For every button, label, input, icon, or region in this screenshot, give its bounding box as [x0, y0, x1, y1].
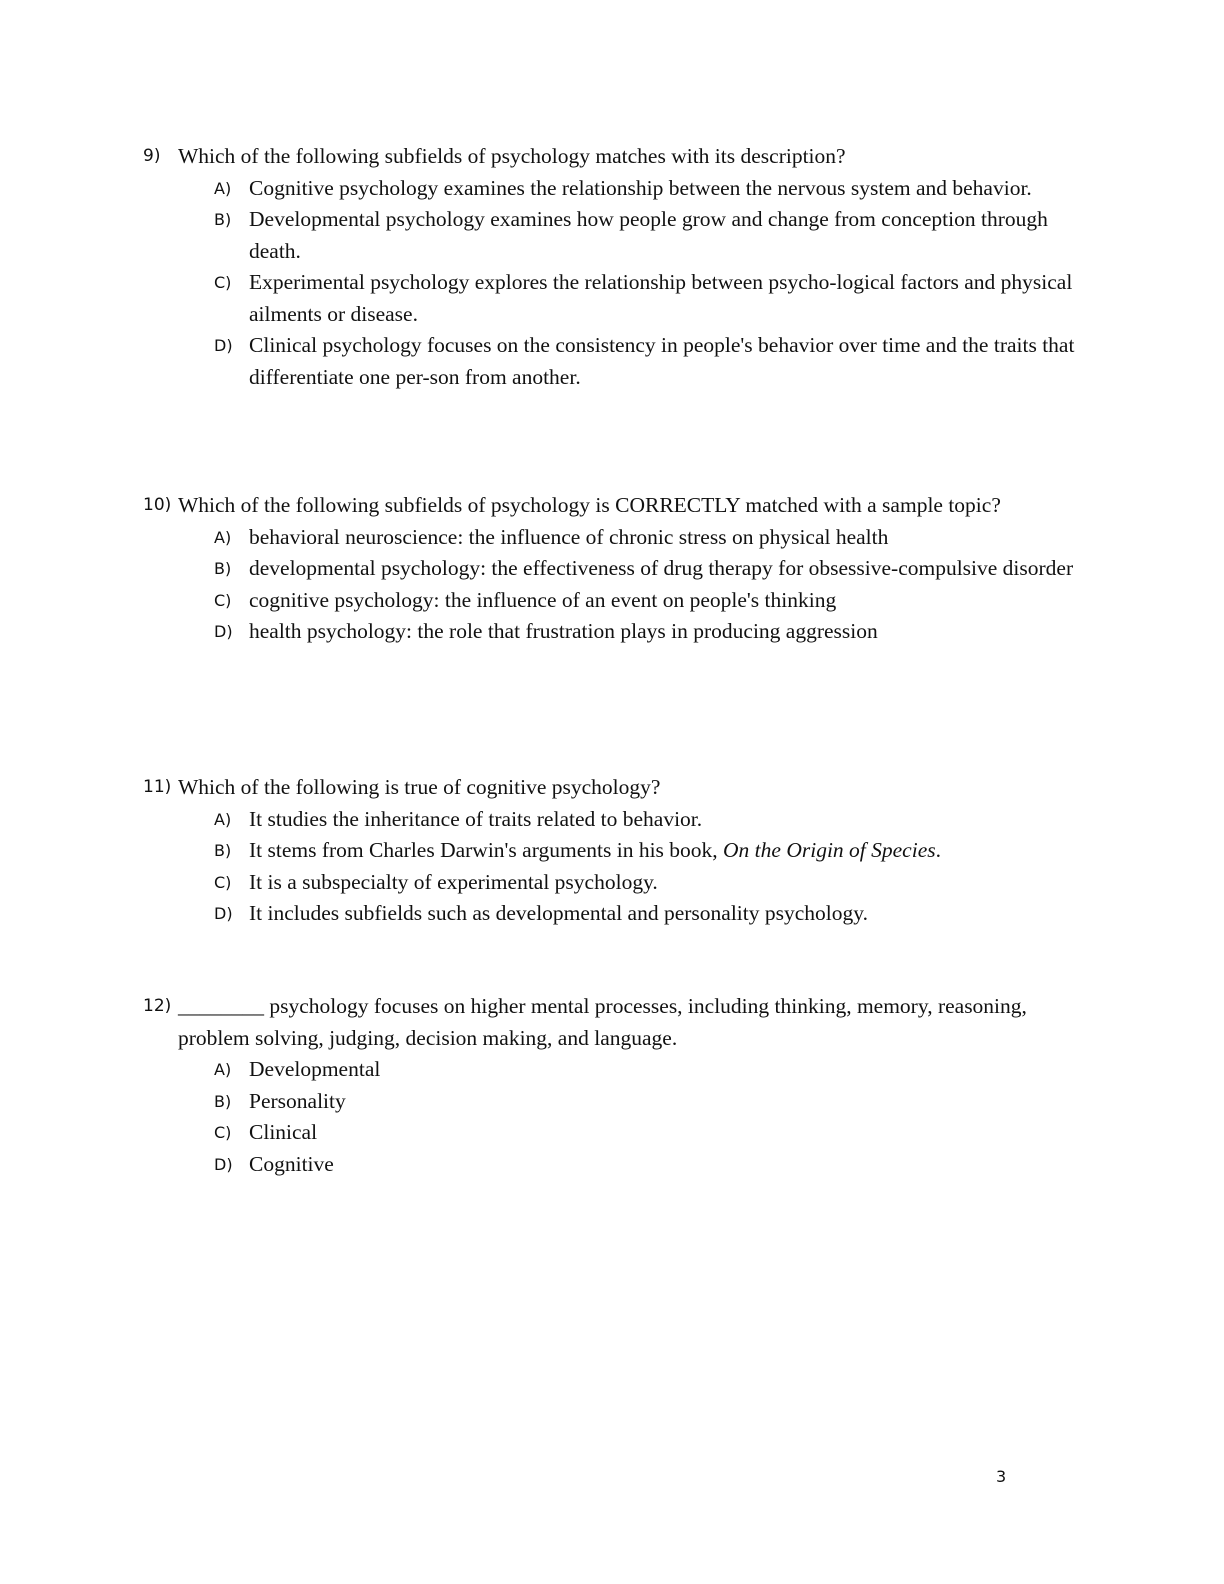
- question-stem: [143, 490, 1083, 522]
- option-text-suffix: .: [935, 838, 941, 862]
- question-12: [143, 991, 1083, 1180]
- option-text: It includes subfields such as developmental and personality psychology.: [249, 901, 868, 925]
- option-text: behavioral neuroscience: the influence of chronic stress on physical health: [249, 524, 889, 549]
- book-title: On the Origin of Species: [723, 838, 936, 862]
- question-stem: [143, 141, 1083, 173]
- option-text: [249, 835, 1083, 867]
- option-text: Cognitive psychology examines the relationship between the nervous system and behavior.: [249, 175, 1032, 200]
- option-text: health psychology: the role that frustration plays in producing aggression: [249, 619, 878, 643]
- question-number: 10): [143, 495, 172, 515]
- option-letter: B): [214, 210, 232, 229]
- option-letter: B): [214, 559, 232, 578]
- option-list: [143, 173, 1083, 394]
- option-letter: B): [214, 1091, 232, 1111]
- option-text: Developmental: [249, 1057, 381, 1081]
- question-9: [143, 141, 1083, 393]
- option-letter: C): [214, 872, 232, 892]
- option-letter: A): [214, 1060, 232, 1079]
- option-c: [143, 1117, 1083, 1149]
- option-text: Clinical psychology focuses on the consistency in people's behavior over time and the traits that differentiate one per-son from another.: [249, 333, 1075, 389]
- option-letter: C): [214, 590, 232, 610]
- option-letter: C): [214, 273, 232, 292]
- option-letter: A): [214, 178, 232, 198]
- question-text: Which of the following subfields of psychology matches with its description?: [178, 144, 846, 168]
- option-d: [143, 898, 1083, 930]
- option-text: Clinical: [249, 1120, 318, 1144]
- option-b: [143, 1086, 1083, 1118]
- option-text: Developmental psychology examines how people grow and change from conception through death.: [249, 207, 1048, 263]
- option-letter: C): [214, 1123, 232, 1142]
- question-number: 12): [143, 996, 172, 1016]
- option-letter: D): [214, 904, 233, 923]
- option-d: [143, 616, 1083, 648]
- option-b: [143, 553, 1083, 585]
- question-text: ________ psychology focuses on higher mental processes, including thinking, memory, reasoning, problem solving, judging, decision making, and language.: [178, 994, 1027, 1050]
- option-text: Cognitive: [249, 1151, 334, 1176]
- option-c: [143, 867, 1083, 899]
- option-b: [143, 835, 1083, 867]
- option-a: [143, 1054, 1083, 1086]
- question-11: [143, 772, 1083, 930]
- option-text: It studies the inheritance of traits related to behavior.: [249, 806, 703, 831]
- option-text: Personality: [249, 1088, 346, 1113]
- question-10: [143, 490, 1083, 648]
- option-letter: D): [214, 336, 233, 355]
- option-c: [143, 585, 1083, 617]
- option-text: developmental psychology: the effectiveness of drug therapy for obsessive-compulsive disorder: [249, 556, 1074, 580]
- option-c: [143, 267, 1083, 330]
- option-b: [143, 204, 1083, 267]
- option-text: cognitive psychology: the influence of an event on people's thinking: [249, 587, 837, 612]
- option-text: Experimental psychology explores the relationship between psycho-logical factors and physical ailments or disease.: [249, 270, 1073, 326]
- question-number: 9): [143, 146, 161, 166]
- question-text: Which of the following is true of cognitive psychology?: [178, 775, 661, 799]
- question-text: Which of the following subfields of psychology is CORRECTLY matched with a sample topic?: [178, 493, 1001, 517]
- option-letter: B): [214, 841, 232, 860]
- question-number: 11): [143, 777, 172, 797]
- option-letter: D): [214, 1154, 233, 1174]
- option-letter: D): [214, 622, 233, 641]
- page-number: 3: [996, 1467, 1007, 1486]
- option-a: [143, 522, 1083, 554]
- option-d: [143, 1149, 1083, 1181]
- option-text: It is a subspecialty of experimental psychology.: [249, 869, 658, 894]
- option-letter: A): [214, 527, 232, 547]
- option-a: [143, 804, 1083, 836]
- question-stem: [143, 991, 1083, 1054]
- question-stem: [143, 772, 1083, 804]
- option-letter: A): [214, 809, 232, 829]
- option-list: [143, 522, 1083, 648]
- option-list: [143, 1054, 1083, 1180]
- option-d: [143, 330, 1083, 393]
- option-list: [143, 804, 1083, 930]
- option-text-plain: It stems from Charles Darwin's arguments in his book,: [249, 838, 724, 862]
- option-a: [143, 173, 1083, 205]
